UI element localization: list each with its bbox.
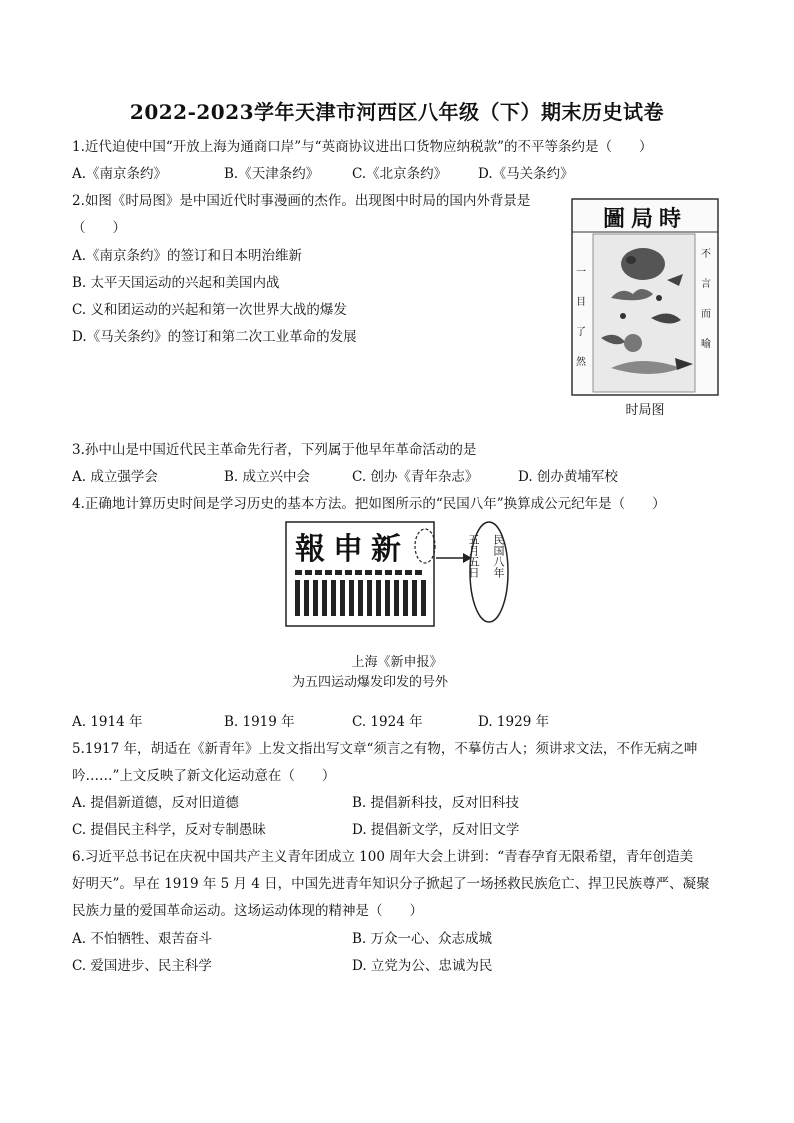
question-2-option-b[interactable]: B. 太平天国运动的兴起和美国内战 — [72, 275, 280, 291]
question-5-option-a[interactable]: A. 提倡新道德，反对旧道德 — [72, 795, 239, 811]
question-1-option-a[interactable]: A.《南京条约》 — [72, 166, 168, 182]
shiju-tu-caption: 时局图 — [625, 403, 665, 418]
question-5-option-b[interactable]: B. 提倡新科技，反对旧科技 — [352, 795, 520, 811]
question-6-stem-line-3: 民族力量的爱国革命运动。这场运动体现的精神是（ ） — [72, 903, 423, 919]
question-2-option-c[interactable]: C. 义和团运动的兴起和第一次世界大战的爆发 — [72, 302, 347, 318]
newspaper-masthead: 報申新 — [295, 532, 409, 567]
question-5-option-d[interactable]: D. 提倡新文学，反对旧文学 — [352, 822, 520, 838]
question-1-option-d[interactable]: D.《马关条约》 — [478, 166, 574, 182]
question-6-stem-line-1: 6.习近平总书记在庆祝中国共产主义青年团成立 100 周年大会上讲到：“青春孕育无限希望，青年创造美 — [72, 849, 694, 865]
newspaper-caption-line-2: 为五四运动爆发印发的号外 — [291, 675, 448, 690]
question-6-option-d[interactable]: D. 立党为公、忠诚为民 — [352, 958, 493, 974]
question-3-option-b[interactable]: B. 成立兴中会 — [224, 469, 311, 485]
question-5-stem-line-2: 吟……”上文反映了新文化运动意在（ ） — [72, 768, 336, 784]
shiju-tu-figure-title: 圖局時 — [602, 206, 687, 232]
shiju-tu-figure — [571, 198, 721, 423]
question-5-option-c[interactable]: C. 提倡民主科学，反对专制愚昧 — [72, 822, 266, 838]
question-4-option-b[interactable]: B. 1919 年 — [224, 714, 295, 730]
shiju-tu-left-inscription: 一目了然 — [576, 267, 586, 368]
question-3-option-a[interactable]: A. 成立强学会 — [72, 469, 158, 485]
question-4-option-d[interactable]: D. 1929 年 — [478, 714, 550, 730]
question-6-option-a[interactable]: A. 不怕牺牲、艰苦奋斗 — [72, 931, 212, 947]
question-2-stem: 2.如图《时局图》是中国近代时事漫画的杰作。出现图中时局的国内外背景是 — [72, 193, 531, 209]
newspaper-caption-line-1: 上海《新申报》 — [351, 655, 443, 670]
question-3-option-d[interactable]: D. 创办黄埔军校 — [518, 469, 618, 485]
question-2-option-a[interactable]: A.《南京条约》的签订和日本明治维新 — [72, 248, 303, 264]
question-5-stem-line-1: 5.1917 年，胡适在《新青年》上发文指出写文章“须言之有物，不摹仿古人；须讲求文法，不作无病之呻 — [72, 741, 698, 757]
date-oval-right-text: 民国八年 — [492, 534, 505, 578]
question-1-stem: 1.近代迫使中国“开放上海为通商口岸”与“英商协议进出口货物应纳税款”的不平等条约是（ ） — [72, 139, 653, 155]
question-6-option-c[interactable]: C. 爱国进步、民主科学 — [72, 958, 212, 974]
question-2-answer-paren: （ ） — [72, 220, 126, 236]
question-4-option-a[interactable]: A. 1914 年 — [72, 714, 143, 730]
question-2-option-d[interactable]: D.《马关条约》的签订和第二次工业革命的发展 — [72, 329, 357, 345]
question-4-option-c[interactable]: C. 1924 年 — [352, 714, 423, 730]
xinshenbao-figure — [285, 520, 510, 655]
shiju-tu-right-inscription: 不言而喻 — [701, 249, 711, 350]
question-3-option-c[interactable]: C. 创办《青年杂志》 — [352, 469, 479, 485]
question-1-option-c[interactable]: C.《北京条约》 — [352, 166, 448, 182]
question-6-option-b[interactable]: B. 万众一心、众志成城 — [352, 931, 493, 947]
question-4-stem: 4.正确地计算历史时间是学习历史的基本方法。把如图所示的“民国八年”换算成公元纪年是（ ） — [72, 496, 666, 512]
question-3-stem: 3.孙中山是中国近代民主革命先行者，下列属于他早年革命活动的是 — [72, 442, 477, 458]
question-1-option-b[interactable]: B.《天津条约》 — [224, 166, 320, 182]
page-title: 2022-2023学年天津市河西区八年级（下）期末历史试卷 — [129, 100, 665, 124]
question-6-stem-line-2: 好明天”。早在 1919 年 5 月 4 日，中国先进青年知识分子掀起了一场拯救民族危亡、捍卫民族尊严、凝聚 — [72, 876, 710, 892]
date-oval-left-text: 五月五日 — [467, 534, 480, 578]
